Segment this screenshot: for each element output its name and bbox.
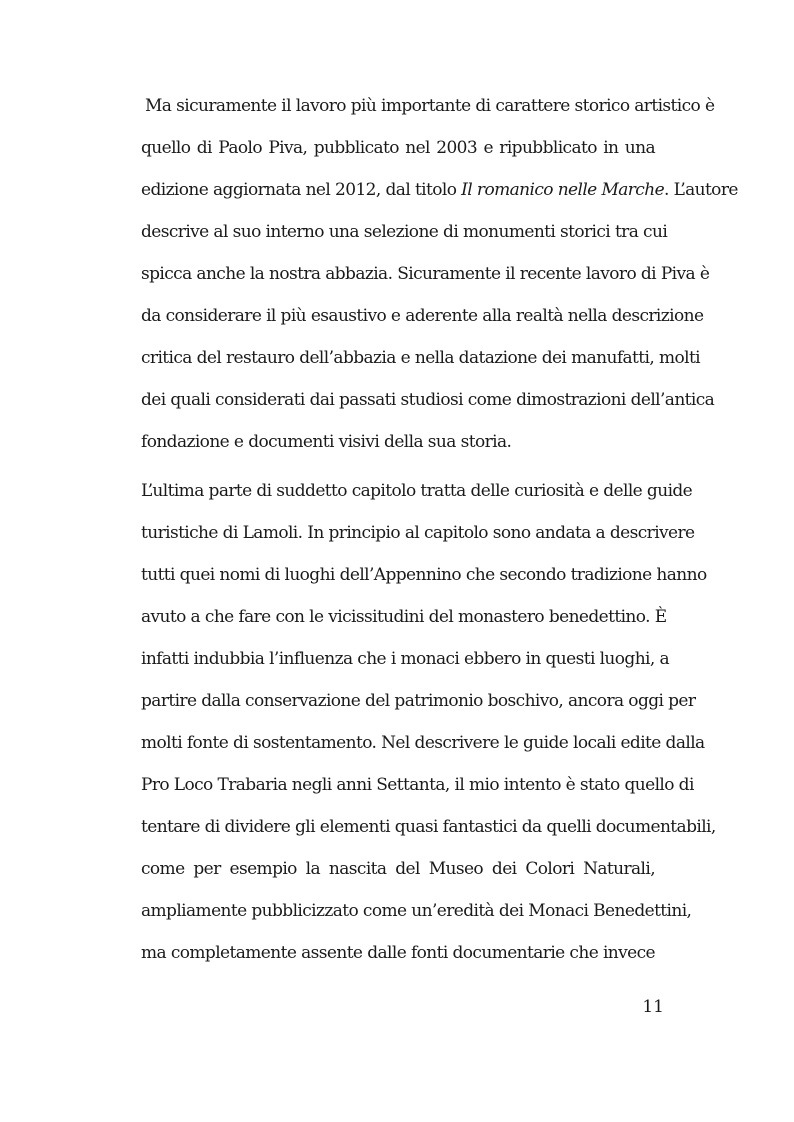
text-line: avuto a che fare con le vicissitudini del monastero benedettino. È	[141, 607, 667, 627]
paragraph-piva	[141, 85, 738, 463]
text-line: tutti quei nomi di luoghi dell’Appennino che secondo tradizione hanno	[141, 565, 707, 585]
text-line: quello di Paolo Piva, pubblicato nel 2003 e ripubblicato in una	[141, 138, 655, 158]
text-line: partire dalla conservazione del patrimonio boschivo, ancora oggi per	[141, 691, 696, 711]
text-line: tentare di dividere gli elementi quasi fantastici da quelli documentabili,	[141, 817, 716, 837]
paragraph-lamoli-guides	[141, 470, 716, 974]
text-line-start: edizione aggiornata nel 2012, dal titolo	[141, 180, 462, 200]
text-line: turistiche di Lamoli. In principio al capitolo sono andata a descrivere	[141, 523, 695, 543]
text-line: Pro Loco Trabaria negli anni Settanta, il mio intento è stato quello di	[141, 775, 694, 795]
text-line: ma completamente assente dalle fonti documentarie che invece	[141, 943, 655, 963]
text-line: da considerare il più esaustivo e aderente alla realtà nella descrizione	[141, 306, 704, 326]
text-line: Ma sicuramente il lavoro più importante di carattere storico artistico è	[145, 96, 715, 116]
text-line-end: . L’autore	[664, 180, 738, 200]
text-line: fondazione e documenti visivi della sua storia.	[141, 432, 512, 452]
text-line: ampliamente pubblicizzato come un’eredità dei Monaci Benedettini,	[141, 901, 692, 921]
text-line: come per esempio la nascita del Museo dei Colori Naturali,	[141, 859, 655, 879]
text-line: L’ultima parte di suddetto capitolo tratta delle curiosità e delle guide	[141, 481, 693, 501]
text-line: dei quali considerati dai passati studiosi come dimostrazioni dell’antica	[141, 390, 715, 410]
text-line: infatti indubbia l’influenza che i monaci ebbero in questi luoghi, a	[141, 649, 670, 669]
text-line: descrive al suo interno una selezione di monumenti storici tra cui	[141, 222, 668, 242]
text-line: molti fonte di sostentamento. Nel descrivere le guide locali edite dalla	[141, 733, 705, 753]
book-title: Il romanico nelle Marche	[461, 180, 665, 200]
text-line: spicca anche la nostra abbazia. Sicuramente il recente lavoro di Piva è	[141, 264, 710, 284]
page-number: 11	[642, 997, 664, 1017]
text-line: critica del restauro dell’abbazia e nella datazione dei manufatti, molti	[141, 348, 701, 368]
text-line	[141, 169, 738, 211]
